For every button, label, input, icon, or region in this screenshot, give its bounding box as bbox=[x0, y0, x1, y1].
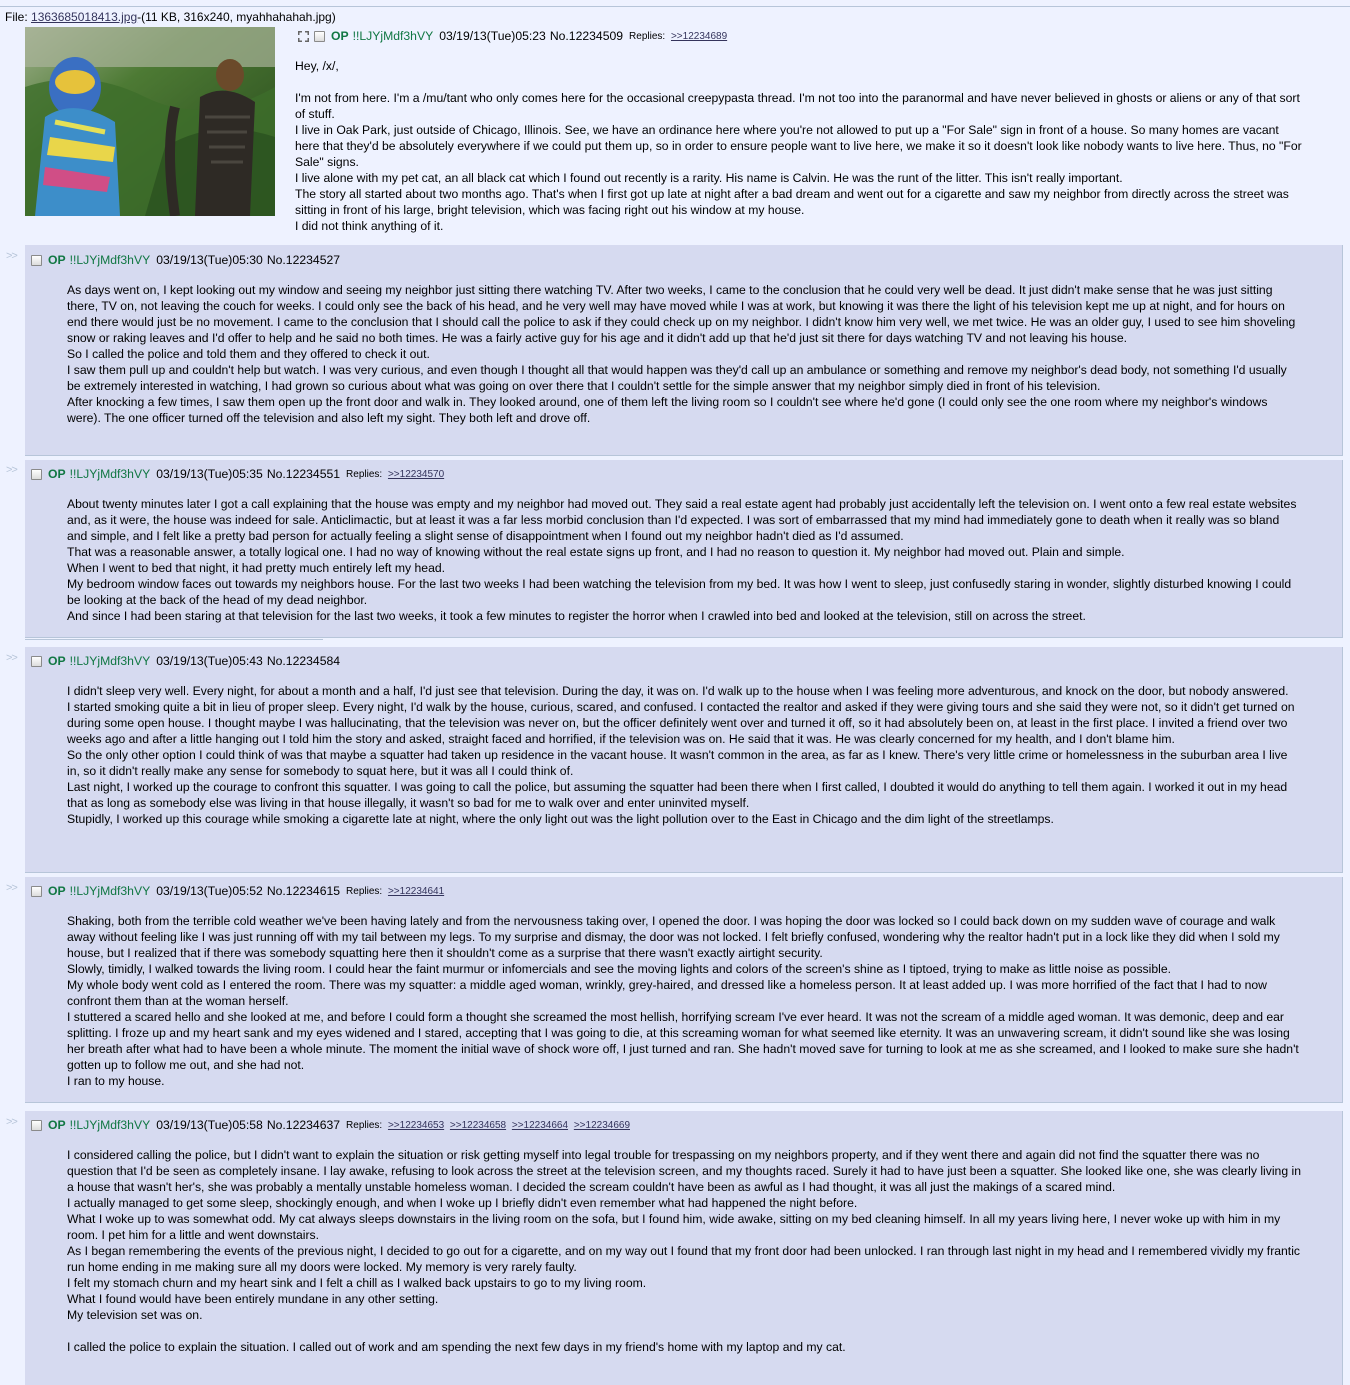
post-number[interactable]: No.12234509 bbox=[549, 29, 624, 43]
reply-backlink[interactable]: >>12234570 bbox=[387, 468, 445, 480]
post-paragraph: Shaking, both from the terrible cold weather we've been having lately and from the nervousness taking over, I opened the door. I was hoping the door was locked so I could back down on my sudden wave of courage and walk away without feeling like I was just running off with my tail between my legs. To my surprise and dismay, the door was not locked. I felt briefly confused, wondering why the realtor hadn't put in a lock like they did when I sold my house, but I realized that if there was somebody squatting here then it shouldn't come as a surprise that there wasn't exactly airtight security. bbox=[67, 914, 1280, 960]
reply-backlink[interactable]: >>12234658 bbox=[449, 1119, 507, 1131]
post-replies bbox=[346, 1120, 630, 1131]
post-paragraph: I considered calling the police, but I didn't want to explain the situation or risk getting myself into legal trouble for trespassing on my neighbors property, and if they went there and again did not find the squatter there was no question that I'd be seen as completely insane. I lay awake, refusing to look across the street at the television screen, and my thoughts raced. Surely it had to have just been a squatter. She looked like one, she was clearly living in a house that wasn't her's, she was probably a mentally unstable homeless woman. I decided the scream couldn't have been as awful as I had thought, it was all just the makings of a scared mind. bbox=[67, 1148, 1301, 1194]
post-paragraph: What I woke up to was somewhat odd. My cat always sleeps downstairs in the living room on the sofa, but I found him, wide awake, sitting on my bed cleaning himself. In all my years living here, I never woke up with him in my room. I pet him for a little and went downstairs. bbox=[67, 1212, 1281, 1242]
post-body bbox=[67, 496, 1299, 624]
expand-images-icon[interactable] bbox=[297, 30, 310, 43]
post-paragraph: That was a reasonable answer, a totally logical one. I had no way of knowing without the real estate signs up front, and I had no reason to question it. My neighbor had moved out. Plain and simple. bbox=[67, 545, 1125, 559]
poster-tripcode: !!LJYjMdf3hVY bbox=[69, 884, 151, 898]
top-rule bbox=[0, 0, 1350, 7]
post-body bbox=[67, 683, 1301, 827]
post-paragraph: My bedroom window faces out towards my neighbors house. For the last two weeks I had been watching the television from my bed. It was how I went to sleep, just confusedly staring in wonder, slightly disturbed knowing I could be looking at the back of the head of my dead neighbor. bbox=[67, 577, 1292, 607]
post-paragraph: Slowly, timidly, I walked towards the living room. I could hear the faint murmur or infomercials and see the moving lights and colors of the screen's shine as I tiptoed, trying to make as little noise as possible. bbox=[67, 962, 1172, 976]
post-paragraph: About twenty minutes later I got a call explaining that the house was empty and my neighbor had moved out. They said a real estate agent had probably just accidentally left the television on. I went onto a few real estate websites and, as it were, the house was indeed for sale. Anticlimactic, but at least it was a far less morbid conclusion than I'd expected. I was sort of embarrassed that my mind had immediately gone to death when it really was so bland and simple, and I felt like a pretty bad person for actually feeling a slight sense of disappointment when I found out my neighbor hadn't died as I'd assumed. bbox=[67, 497, 1297, 543]
poster-tripcode: !!LJYjMdf3hVY bbox=[69, 467, 151, 481]
file-link[interactable]: 1363685018413.jpg bbox=[31, 10, 138, 24]
replies-label: Replies: bbox=[346, 468, 383, 480]
post-paragraph: I called the police to explain the situation. I called out of work and am spending the next few days in my friend's home with my laptop and my cat. bbox=[67, 1340, 846, 1354]
post-date: 03/19/13(Tue)05:43 bbox=[156, 654, 263, 668]
post-paragraph: I felt my stomach churn and my heart sink and I felt a chill as I walked back upstairs to go to my living room. bbox=[67, 1276, 647, 1290]
poster-name: OP bbox=[48, 467, 66, 481]
post-number[interactable]: No.12234615 bbox=[266, 884, 341, 898]
reply-backlink[interactable]: >>12234669 bbox=[573, 1119, 630, 1131]
file-details: -(11 KB, 316x240, myahhahahah.jpg) bbox=[137, 10, 336, 24]
post-paragraph: My whole body went cold as I entered the room. There was my squatter: a middle aged woman, wrinkly, grey-haired, and dressed like a homeless person. It at least added up. I was more horrified of the fact that I had to now confront them than at the woman herself. bbox=[67, 978, 1267, 1008]
post-replies bbox=[629, 31, 727, 42]
post-number[interactable]: No.12234584 bbox=[266, 654, 341, 668]
post-date: 03/19/13(Tue)05:30 bbox=[156, 253, 263, 267]
file-info bbox=[5, 10, 336, 24]
post-paragraph: Stupidly, I worked up this courage while smoking a cigarette late at night, where the only light out was the light pollution over to the East in Chicago and the dim light of the streetlamps. bbox=[67, 812, 1054, 826]
post-date: 03/19/13(Tue)05:58 bbox=[156, 1118, 263, 1132]
post-header bbox=[31, 467, 444, 481]
post-number[interactable]: No.12234527 bbox=[266, 253, 341, 267]
post-date: 03/19/13(Tue)05:23 bbox=[439, 29, 546, 43]
post-number[interactable]: No.12234637 bbox=[266, 1118, 341, 1132]
reply-arrow: >> bbox=[6, 652, 17, 664]
poster-tripcode: !!LJYjMdf3hVY bbox=[352, 29, 434, 43]
replies-label: Replies: bbox=[629, 30, 666, 42]
post-select-checkbox[interactable] bbox=[31, 1120, 42, 1131]
post-paragraph: I ran to my house. bbox=[67, 1074, 165, 1088]
reply-arrow: >> bbox=[6, 1116, 17, 1128]
post-paragraph: I live alone with my pet cat, an all black cat which I found out recently is a rarity. His name is Calvin. He was the runt of the litter. This isn't really important. bbox=[295, 171, 1123, 185]
post-paragraph: I didn't sleep very well. Every night, for about a month and a half, I'd just see that television. During the day, it was on. I'd walk up to the house when I was feeling more adventurous, and knock on the door, but nobody answered. bbox=[67, 684, 1289, 698]
post-body bbox=[67, 282, 1299, 426]
post-paragraph bbox=[295, 74, 1305, 90]
poster-name: OP bbox=[48, 253, 66, 267]
post-paragraph: After knocking a few times, I saw them open up the front door and walk in. They looked around, one of them left the living room so I couldn't see where he'd gone (I could only see the one room where my neighbor's windows were). The one officer turned off the television and also left my sight. They both left and drove off. bbox=[67, 395, 1268, 425]
poster-tripcode: !!LJYjMdf3hVY bbox=[69, 1118, 151, 1132]
post-paragraph: When I went to bed that night, it had pretty much entirely left my head. bbox=[67, 561, 446, 575]
post-paragraph: What I found would have been entirely mundane in any other setting. bbox=[67, 1292, 439, 1306]
post-paragraph: So the only other option I could think of was that maybe a squatter had taken up residence in the vacant house. It wasn't common in the area, as far as I knew. There's very little crime or homelessness in the suburban area I live in, so it didn't really make any sense for somebody to squat here, but it was all I could think of. bbox=[67, 748, 1288, 778]
post-replies bbox=[346, 469, 444, 480]
post-body bbox=[67, 1147, 1303, 1355]
poster-name: OP bbox=[48, 654, 66, 668]
post-paragraph: I saw them pull up and couldn't help but watch. I was very curious, and even though I thought all that would happen was they'd call up an ambulance or something and remove my neighbor's dead body, not something I'd usually be extremely interested in watching, I had grown so curious about what was going on over there that I couldn't settle for the simple answer that my neighbor simply died in front of his television. bbox=[67, 363, 1287, 393]
post-paragraph: I live in Oak Park, just outside of Chicago, Illinois. See, we have an ordinance here where you're not allowed to put up a "For Sale" sign in front of a house. So many homes are vacant here that they'd be absolutely everywhere if we could put them up, so in order to ensure people want to live here, we make it so it doesn't look like nobody wants to live here. Thus, no "For Sale" signs. bbox=[295, 123, 1302, 169]
post-paragraph: The story all started about two months ago. That's when I first got up late at night after a bad dream and went out for a cigarette and saw my neighbor from directly across the street was sitting in front of his large, bright television, which was facing right out his window at my house. bbox=[295, 187, 1289, 217]
replies-label: Replies: bbox=[346, 1119, 383, 1131]
post-select-checkbox[interactable] bbox=[314, 31, 325, 42]
post-paragraph: And since I had been staring at that television for the last two weeks, it took a few minutes to register the horror when I crawled into bed and looked at the television, still on across the street. bbox=[67, 609, 1086, 623]
post-header bbox=[31, 884, 444, 898]
reply-arrow: >> bbox=[6, 250, 17, 262]
poster-tripcode: !!LJYjMdf3hVY bbox=[69, 253, 151, 267]
post-paragraph: I actually managed to get some sleep, shockingly enough, and when I woke up I briefly didn't even remember what had happened the night before. bbox=[67, 1196, 858, 1210]
post-header bbox=[31, 654, 340, 668]
reply-backlink[interactable]: >>12234641 bbox=[387, 885, 445, 897]
post-header bbox=[31, 253, 340, 267]
post-select-checkbox[interactable] bbox=[31, 886, 42, 897]
file-prefix: File: bbox=[5, 10, 32, 24]
post-paragraph: My television set was on. bbox=[67, 1308, 203, 1322]
post-paragraph bbox=[67, 1323, 1303, 1339]
post-paragraph: As I began remembering the events of the previous night, I decided to go out for a cigarette, and on my way out I found that my front door had been unlocked. I ran through last night in my head and I remembered vividly my frantic run home ending in me making sure all my doors were locked. My memory is very rarely faulty. bbox=[67, 1244, 1300, 1274]
post-paragraph: I started smoking quite a bit in lieu of proper sleep. Every night, I'd walk by the house, curious, scared, and confused. I contacted the realtor and asked if they were giving tours and she said they were not, so it didn't get turned on during some open house. I thought maybe I was hallucinating, that the television was never on, but the officer definitely went over and turned it off, so it had absolutely been on, at least in the first place. I invited a friend over two weeks ago and after a little hanging out I told him the story and asked, straight faced and horrified, if the television was on. He said that it was. He was clearly concerned for my health, and I don't blame him. bbox=[67, 700, 1295, 746]
reply-arrow: >> bbox=[6, 882, 17, 894]
op-thumbnail-image[interactable] bbox=[25, 27, 275, 216]
reply-backlink[interactable]: >>12234689 bbox=[670, 30, 728, 42]
post-number[interactable]: No.12234551 bbox=[266, 467, 341, 481]
post-select-checkbox[interactable] bbox=[31, 469, 42, 480]
poster-tripcode: !!LJYjMdf3hVY bbox=[69, 654, 151, 668]
post-select-checkbox[interactable] bbox=[31, 255, 42, 266]
poster-name: OP bbox=[48, 1118, 66, 1132]
post-date: 03/19/13(Tue)05:35 bbox=[156, 467, 263, 481]
reply-backlink[interactable]: >>12234664 bbox=[511, 1119, 569, 1131]
post-date: 03/19/13(Tue)05:52 bbox=[156, 884, 263, 898]
poster-name: OP bbox=[331, 29, 349, 43]
replies-label: Replies: bbox=[346, 885, 383, 897]
reply-backlink[interactable]: >>12234653 bbox=[387, 1119, 445, 1131]
post-paragraph: So I called the police and told them and they offered to check it out. bbox=[67, 347, 430, 361]
divider bbox=[25, 639, 323, 640]
post-paragraph: I did not think anything of it. bbox=[295, 219, 444, 233]
post-body-op bbox=[295, 58, 1305, 234]
post-header-op bbox=[297, 29, 727, 43]
post-paragraph: I stuttered a scared hello and she looked at me, and before I could form a thought she screamed the most hellish, horrifying scream I've ever heard. It was not the scream of a middle aged woman. It was demonic, deep and ear splitting. I froze up and my heart sank and my eyes widened and I stared, accepting that I was going to die, at this screaming woman for what seemed like eternity. It was an unwavering scream, it didn't sound like she was losing her breath after what had to have been a whole minute. The moment the initial wave of shock wore off, I just turned and ran. She hadn't moved save for turning to look at me as she screamed, and I looked to make sure she hadn't gotten up to follow me out, and she had not. bbox=[67, 1010, 1299, 1072]
poster-name: OP bbox=[48, 884, 66, 898]
post-select-checkbox[interactable] bbox=[31, 656, 42, 667]
thumbnail-picture bbox=[25, 27, 275, 216]
post-header bbox=[31, 1118, 630, 1132]
post-paragraph: Hey, /x/, bbox=[295, 59, 339, 73]
post-replies bbox=[346, 886, 444, 897]
post-paragraph: I'm not from here. I'm a /mu/tant who only comes here for the occasional creepypasta thread. I'm not too into the paranormal and have never believed in ghosts or aliens or any of that sort of stuff. bbox=[295, 91, 1300, 121]
reply-arrow: >> bbox=[6, 464, 17, 476]
post-paragraph: As days went on, I kept looking out my window and seeing my neighbor just sitting there watching TV. After two weeks, I came to the conclusion that he could very well be dead. It just didn't make sense that he was just sitting there, TV on, not leaving the couch for weeks. I could only see the back of his head, and he very well may have moved while I was at work, but knowing it was there the light of his television kept me up at night, and for hours on end there would just be no movement. I came to the conclusion that I should call the police to ask if they could check up on my neighbor. I didn't know him very well, we met twice. He was an older guy, I used to see him shoveling snow or raking leaves and I'd offer to help and he said no both times. He was a fairly active guy for his age and it didn't add up that he'd just sit there for days watching TV and not leaving his house. bbox=[67, 283, 1296, 345]
post-paragraph: Last night, I worked up the courage to confront this squatter. I was going to call the police, but assuming the squatter had been there when I first called, I doubted it would do anything to tell them again. I worked it out in my head that as long as somebody else was living in that house illegally, it wasn't so bad for me to walk over and enter uninvited myself. bbox=[67, 780, 1288, 810]
post-body bbox=[67, 913, 1299, 1089]
